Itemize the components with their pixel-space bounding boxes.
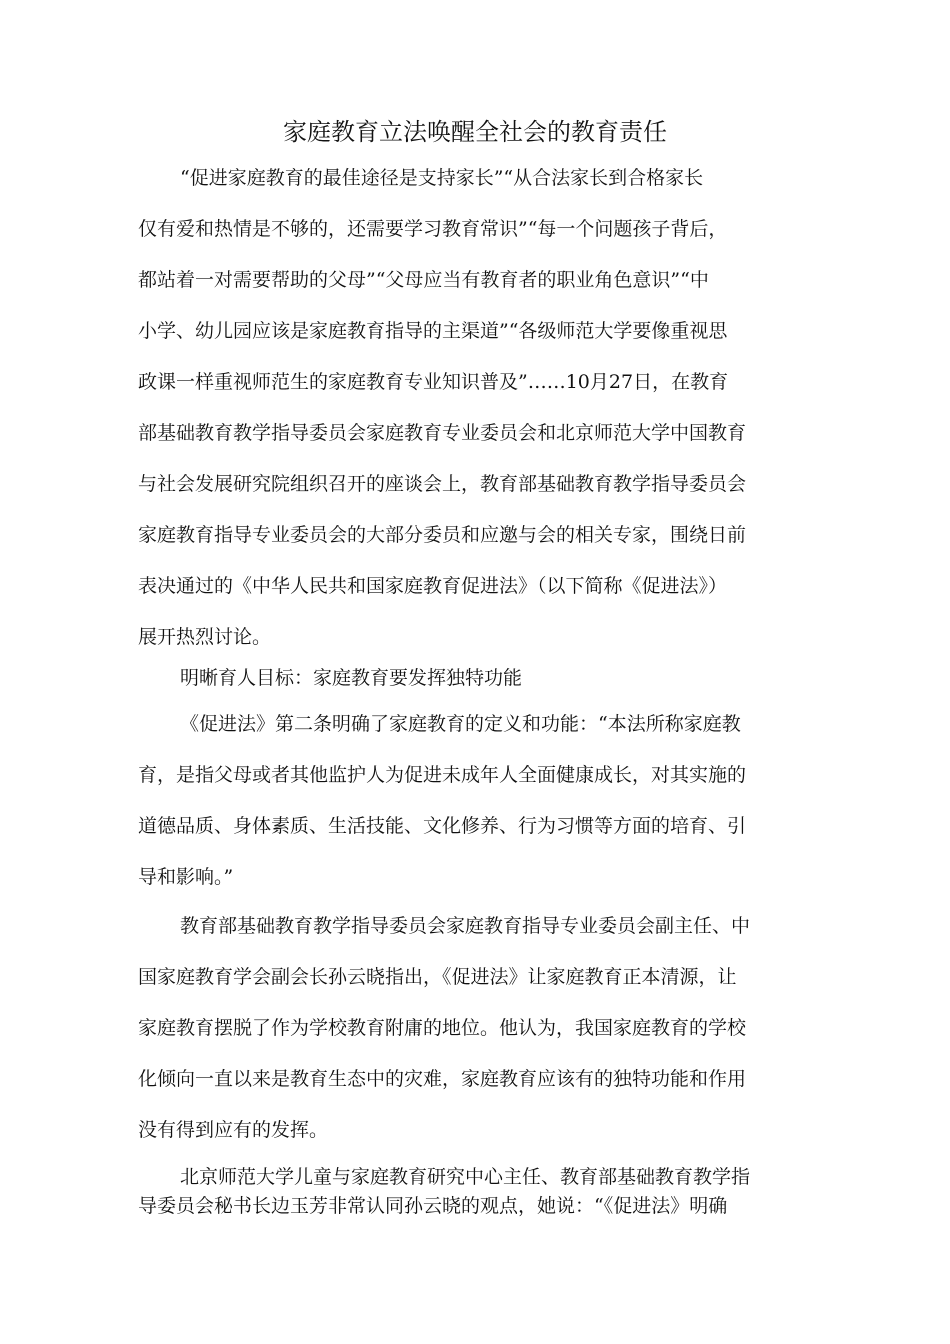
paragraph-3-line: 没有得到应有的发挥。 <box>138 1119 329 1141</box>
paragraph-1-line: “促进家庭教育的最佳途径是支持家长”“从合法家长到合格家长 <box>180 167 704 189</box>
paragraph-2-line: 道德品质、身体素质、生活技能、文化修养、行为习惯等方面的培育、引 <box>138 815 747 837</box>
paragraph-3-line: 家庭教育摆脱了作为学校教育附庸的地位。他认为，我国家庭教育的学校 <box>138 1017 747 1039</box>
paragraph-2-line: 《促进法》第二条明确了家庭教育的定义和功能：“本法所称家庭教 <box>180 713 741 735</box>
paragraph-4-line: 导委员会秘书长边玉芳非常认同孙云晓的观点，她说：“《促进法》明确 <box>138 1195 728 1217</box>
paragraph-1-line: 家庭教育指导专业委员会的大部分委员和应邀与会的相关专家，围绕日前 <box>138 524 747 546</box>
section-subheading: 明晰育人目标：家庭教育要发挥独特功能 <box>180 667 523 689</box>
paragraph-1-line: 仅有爱和热情是不够的，还需要学习教育常识”“每一个问题孩子背后， <box>138 218 728 240</box>
paragraph-1-line: 都站着一对需要帮助的父母”“父母应当有教育者的职业角色意识”“中 <box>138 269 709 291</box>
paragraph-1-line: 展开热烈讨论。 <box>138 626 272 648</box>
paragraph-3-line: 国家庭教育学会副会长孙云晓指出，《促进法》让家庭教育正本清源，让 <box>138 966 737 988</box>
paragraph-2-line: 导和影响。” <box>138 866 234 888</box>
paragraph-1-line: 政课一样重视师范生的家庭教育专业知识普及”……10月27日，在教育 <box>138 371 729 393</box>
paragraph-1-line: 与社会发展研究院组织召开的座谈会上，教育部基础教育教学指导委员会 <box>138 473 747 495</box>
paragraph-1-line: 部基础教育教学指导委员会家庭教育专业委员会和北京师范大学中国教育 <box>138 422 747 444</box>
document-title: 家庭教育立法唤醒全社会的教育责任 <box>283 118 667 146</box>
paragraph-1-line: 表决通过的《中华人民共和国家庭教育促进法》（以下简称《促进法》） <box>138 575 728 597</box>
paragraph-3-line: 化倾向一直以来是教育生态中的灾难，家庭教育应该有的独特功能和作用 <box>138 1068 747 1090</box>
paragraph-1-line: 小学、幼儿园应该是家庭教育指导的主渠道”“各级师范大学要像重视思 <box>138 320 728 342</box>
paragraph-2-line: 育，是指父母或者其他监护人为促进未成年人全面健康成长，对其实施的 <box>138 764 747 786</box>
paragraph-4-line: 北京师范大学儿童与家庭教育研究中心主任、教育部基础教育教学指 <box>180 1166 751 1188</box>
paragraph-3-line: 教育部基础教育教学指导委员会家庭教育指导专业委员会副主任、中 <box>180 915 751 937</box>
